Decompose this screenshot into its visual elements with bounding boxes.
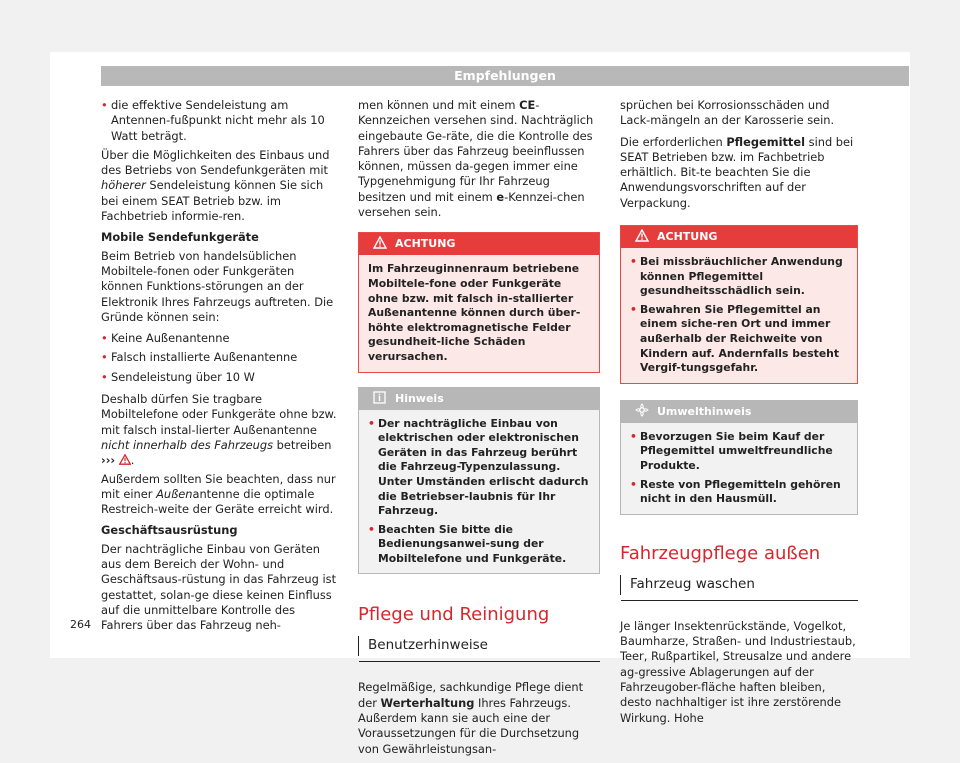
page-number: 264 — [70, 618, 91, 631]
list-item: • die effektive Sendeleistung am Antennen-fußpunkt nicht mehr als 10 Watt beträgt. — [101, 98, 338, 144]
warning-box — [620, 225, 858, 384]
paragraph: Regelmäßige, sachkundige Pflege dient der Werterhaltung Ihres Fahrzeugs. Außerdem kann sie auch eine der Voraussetzungen für die Durchsetzung von Gewährleistungsan- — [358, 680, 584, 756]
paragraph: Beim Betrieb von handelsüblichen Mobiltele-fonen oder Funkgeräten können Funktions-störungen an der Elektronik Ihres Fahrzeugs auftreten. Die Gründe können sein: — [101, 248, 334, 324]
warning-box-header: ACHTUNG — [621, 226, 857, 248]
warning-box-header: ACHTUNG — [359, 233, 599, 255]
environment-body — [621, 423, 857, 514]
list-item: • Sendeleistung über 10 W — [101, 370, 338, 385]
list-item: • Falsch installierte Außenantenne — [101, 350, 338, 365]
list-item: • Beachten Sie bitte die Bedienungsanwei-sung der Mobiltelefone und Funkgeräte. — [368, 523, 590, 567]
paragraph: Die erforderlichen Pflegemittel sind bei SEAT Betrieben bzw. im Fachbetrieb erhältlich. Bit-te beachten Sie die Anwendungsvorschriften auf der Verpackung. — [620, 134, 854, 210]
info-icon — [373, 390, 389, 404]
paragraph: Über die Möglichkeiten des Einbaus und des Betriebs von Sendefunkgeräten mit höherer Sendeleistung können Sie sich bei einem SEAT Betrieb bzw. im Fachbetrieb informie-ren. — [101, 147, 330, 224]
warning-icon — [635, 228, 651, 242]
paragraph: sprüchen bei Korrosionsschäden und Lack-mängeln an der Karosserie sein. — [620, 98, 835, 128]
paragraph: Außerdem sollten Sie beachten, dass nur mit einer Außenantenne die optimale Restreich-weite der Geräte erreicht wird. — [101, 471, 336, 517]
list-item: • Keine Außenantenne — [101, 331, 338, 346]
note-body — [359, 410, 599, 574]
note-box-header: Hinweis — [359, 388, 599, 410]
column-3 — [620, 98, 858, 732]
e-mark: e — [496, 189, 505, 204]
section-title: Pflege und Reinigung — [358, 604, 550, 626]
heading-mobile: Mobile Sendefunkgeräte — [101, 230, 259, 245]
reference-arrow[interactable]: ››› — [101, 453, 116, 468]
paragraph: men können und mit einem CE-Kennzeichen versehen sind. Nachträglich eingebaute Ge-räte, die die Kontrolle des Fahrers über das Fahrzeug beeinflussen können, müssen da-gegen immer eine Typgenehmigung für Ihr Fahrzeug besitzen und mit einem e-Kennzei-chen versehen sein. — [358, 98, 594, 220]
paragraph: Deshalb dürfen Sie tragbare Mobiltelefone oder Funkgeräte ohne bzw. mit falsch instal-lierter Außenantenne nicht innerhalb des Fahrzeugs betreiben ››› . — [101, 392, 337, 468]
paragraph: Je länger Insektenrückstände, Vogelkot, Baumharze, Straßen- und Industriestaub, Teer, Rußpartikel, Streusalze und andere ag-gressive Ablagerungen auf der Fahrzeugober-fläche haften bleiben, desto nachhaltiger ist ihre zerstörende Wirkung. Hohe — [620, 618, 856, 725]
page-header: Empfehlungen — [101, 66, 909, 86]
list-item: • Bevorzugen Sie beim Kauf der Pflegemittel umweltfreundliche Produkte. — [630, 430, 848, 474]
warning-icon — [373, 235, 389, 249]
list-item: • Bewahren Sie Pflegemittel an einem siche-ren Ort und immer außerhalb der Reichweite von Kindern auf. Andernfalls besteht Vergif-tungsgefahr. — [630, 303, 848, 376]
section-title: Fahrzeugpflege außen — [620, 542, 821, 564]
ce-mark: CE — [519, 98, 536, 112]
environment-box-header: Umwelthinweis — [621, 401, 857, 423]
note-box — [358, 387, 600, 575]
environment-box — [620, 400, 858, 515]
list-item: • Der nachträgliche Einbau von elektrischen oder elektronischen Geräten in das Fahrzeug berührt die Fahrzeug-Typenzulassung. Unter Umständen erlischt dadurch die Betriebser-laubnis für Ihr Fahrzeug. — [368, 417, 590, 519]
list-item: • Bei missbräuchlicher Anwendung können Pflegemittel gesundheitsschädlich sein. — [630, 255, 848, 299]
warning-box — [358, 232, 600, 372]
paragraph: Der nachträgliche Einbau von Geräten aus dem Bereich der Wohn- und Geschäftsaus-rüstung in das Fahrzeug ist gestattet, solan-ge diese keinen Einfluss auf die unmittelbare Kontrolle des Fahrers über das Fahrzeug neh- — [101, 541, 337, 633]
warning-icon — [119, 454, 131, 465]
warning-body — [621, 248, 857, 383]
column-1 — [101, 98, 338, 640]
column-2 — [358, 98, 600, 763]
sub-title: Benutzerhinweise — [358, 636, 600, 656]
page — [50, 52, 910, 756]
list-item: • Reste von Pflegemitteln gehören nicht in den Hausmüll. — [630, 478, 848, 507]
sub-title: Fahrzeug waschen — [620, 575, 858, 595]
environment-icon — [635, 403, 651, 417]
heading-business: Geschäftsausrüstung — [101, 523, 238, 538]
warning-text: Im Fahrzeuginnenraum betriebene Mobiltele-fone oder Funkgeräte ohne bzw. mit falsch in-stallierter Außenantenne können durch über-höhte elektromagnetische Felder gesundheit-liche Schäden verursachen. — [368, 262, 581, 363]
